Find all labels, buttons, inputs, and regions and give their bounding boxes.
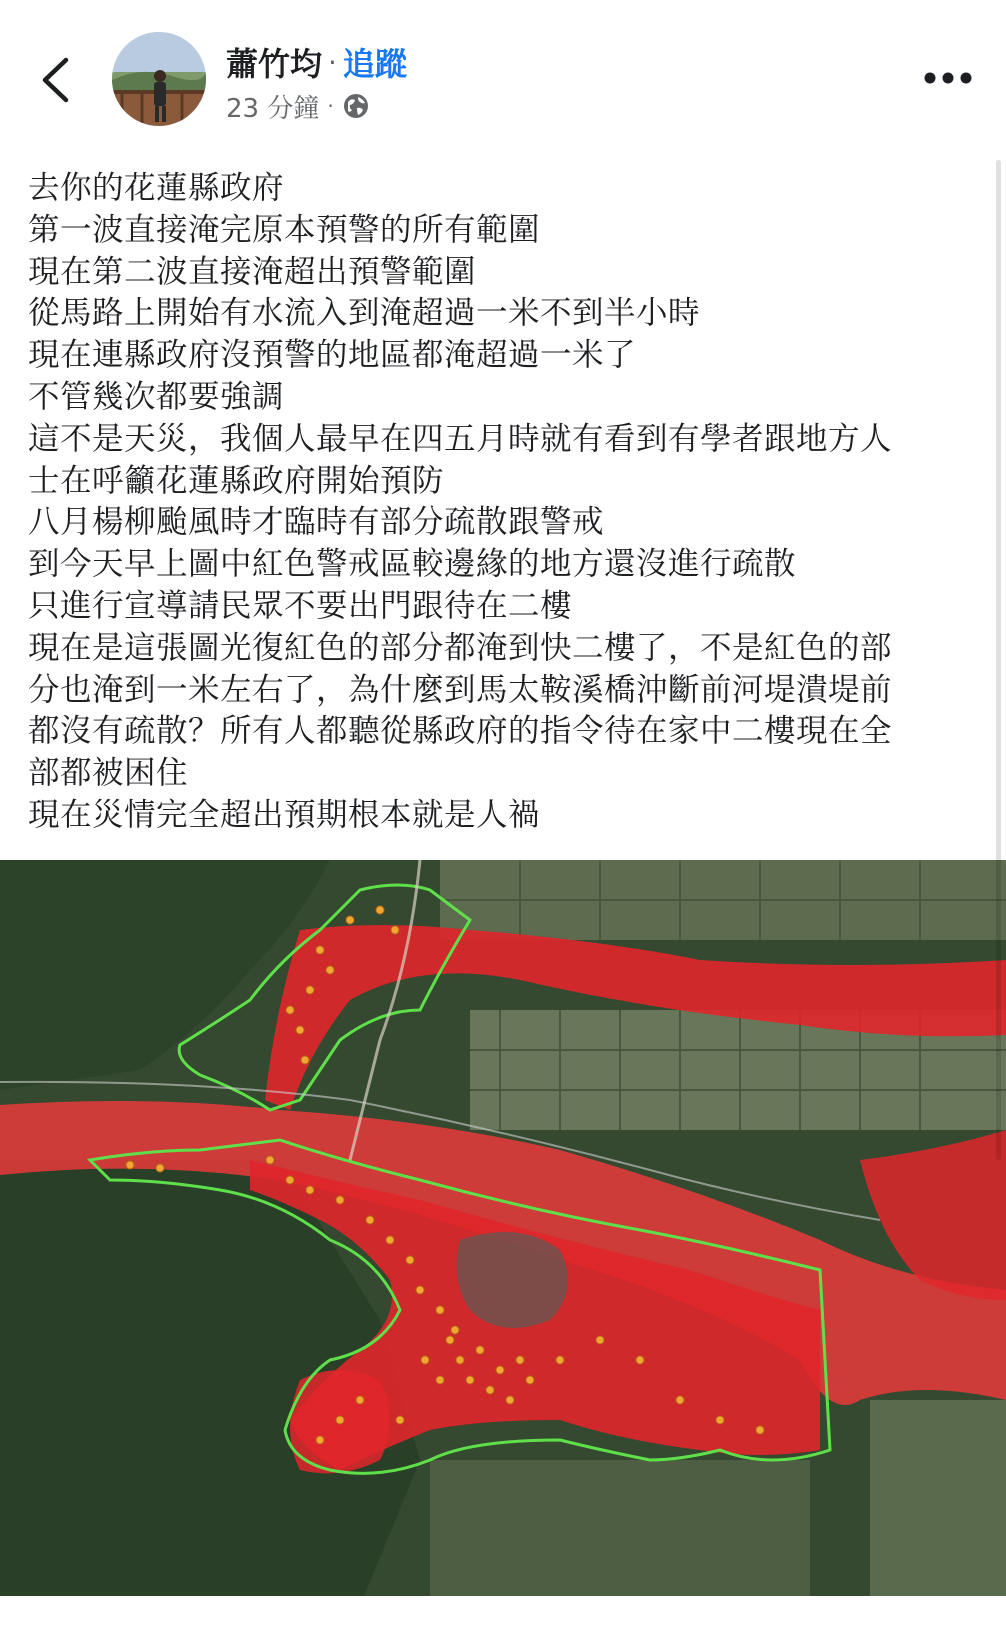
post-line: 不管幾次都要強調 (28, 378, 285, 415)
author-name[interactable]: 蕭竹均 (226, 45, 323, 83)
post-line: 去你的花蓮縣政府 (28, 170, 285, 206)
post-line: 第一波直接淹完原本預警的所有範圍 (28, 211, 541, 248)
post-line: 分也淹到一米左右了，為什麼到馬太鞍溪橋沖斷前河堤潰堤前 (28, 671, 893, 708)
post-line: 部都被困住 (28, 755, 189, 792)
post-line: 士在呼籲花蓮縣政府開始預防 (28, 462, 445, 499)
post-line: 到今天早上圖中紅色警戒區較邊緣的地方還沒進行疏散 (28, 546, 797, 583)
flood-map-image[interactable] (0, 860, 1006, 1606)
post-line: 八月楊柳颱風時才臨時有部分疏散跟警戒 (28, 504, 605, 541)
more-horizontal-icon (924, 72, 972, 84)
map-bottom-edge (0, 1596, 1006, 1606)
post-line: 現在是這張圖光復紅色的部分都淹到快二樓了，不是紅色的部 (28, 629, 893, 666)
scrollbar[interactable] (996, 160, 1001, 1160)
globe-icon (342, 92, 370, 120)
post-line: 現在災情完全超出預期根本就是人禍 (28, 796, 541, 833)
post-body (28, 168, 978, 837)
more-options-button[interactable] (918, 58, 978, 98)
post-line: 現在第二波直接淹超出預警範圍 (28, 253, 477, 290)
avatar[interactable] (112, 32, 206, 126)
meta-separator: · (327, 94, 334, 118)
chevron-left-icon (40, 57, 70, 103)
post-line: 這不是天災，我個人最早在四五月時就有看到有學者跟地方人 (28, 420, 893, 457)
post-line: 從馬路上開始有水流入到淹超過一米不到半小時 (28, 295, 701, 332)
post-line: 只進行宣導請民眾不要出門跟待在二樓 (28, 587, 573, 624)
flood-map-graphic (0, 860, 1006, 1606)
name-separator: · (328, 45, 337, 79)
post-timestamp[interactable]: 23 分鐘 (226, 93, 320, 124)
post-line: 現在連縣政府沒預警的地區都淹超過一米了 (28, 337, 637, 374)
farmland-south (430, 1460, 810, 1606)
follow-button[interactable]: 追蹤 (342, 45, 407, 83)
post-header (0, 0, 1006, 150)
farmland-south-east (870, 1400, 1006, 1606)
post-line: 都沒有疏散？所有人都聽從縣政府的指令待在家中二樓現在全 (28, 713, 893, 750)
avatar-photo (112, 32, 206, 126)
author-row (226, 38, 407, 86)
back-button[interactable] (30, 48, 80, 112)
post-meta (226, 86, 370, 126)
